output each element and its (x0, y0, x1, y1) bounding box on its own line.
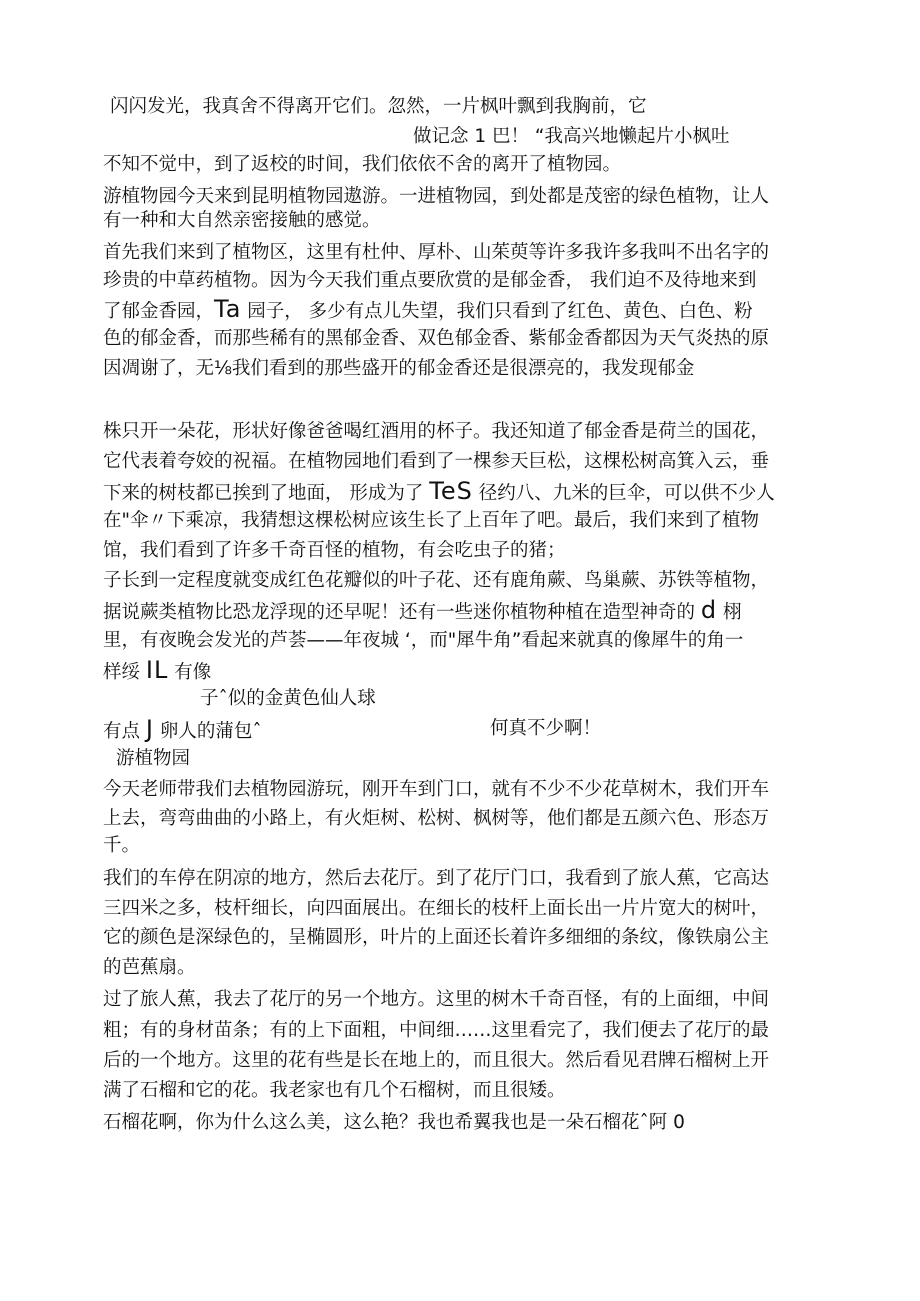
text-line (103, 595, 742, 628)
text-line: 不知不觉中，到了返校的时间，我们依依不舍的离开了植物园。 (103, 154, 622, 175)
text-line: 何真不少啊！ (490, 718, 602, 739)
text-line: 子ˆ似的金黄色仙人球 (200, 688, 376, 709)
text-line: 我们的车停在阴凉的地方，然后去花厅。到了花厅门口，我看到了旅人蕉，它高达 (103, 868, 770, 889)
ocr-glyphs: IL (145, 656, 169, 684)
text-line: 它的颜色是深绿色的，呈椭圆形，叶片的上面还长着许多细细的条纹，像铁扇公主 (103, 927, 770, 948)
text-span: 下来的树枝都已挨到了地面， 形成为了 (103, 483, 430, 504)
text-line (103, 655, 211, 688)
text-line: 上去，弯弯曲曲的小路上，有火炬树、松树、枫树等，他们都是五颜六色、形态万 (103, 808, 770, 829)
ocr-glyphs: d (700, 596, 718, 624)
text-line: 过了旅人蕉，我去了花厅的另一个地方。这里的树木千奇百怪，有的上面细，中间 (103, 989, 770, 1010)
text-line: 游植物园今天来到昆明植物园遨游。一进植物园，到处都是茂密的绿色植物，让人 (103, 186, 770, 207)
text-line: 株只开一朵花，形状好像爸爸喝红酒用的杯子。我还知道了郁金香是荷兰的国花， (103, 421, 770, 442)
text-line: 做记念 1 巴！ “我高兴地懒起片小枫吐 (413, 126, 730, 147)
text-span: 有点 (103, 721, 146, 742)
text-span: 了郁金香园， (103, 301, 215, 322)
ocr-glyphs: Ta (214, 295, 242, 323)
ocr-glyphs: J (145, 715, 154, 743)
text-line (103, 714, 262, 747)
text-line: 石榴花啊，你为什么这么美，这么艳？我也希翼我也是一朵石榴花ˆ阿 0 (103, 1112, 685, 1133)
text-line: 里，有夜晚会发光的芦荟——年夜城 ‘，而"犀牛角”看起来就真的像犀牛的角一 (103, 630, 744, 651)
text-span: 据说蕨类植物比恐龙浮现的还早呢！还有一些迷你植物种植在造型神奇的 (103, 602, 701, 623)
text-span: 径约八、九米的巨伞，可以供不少人 (472, 483, 775, 504)
text-line: 有一种和大自然亲密接触的感觉。 (103, 210, 381, 231)
text-line: 闪闪发光，我真舍不得离开它们。忽然，一片枫叶飘到我胸前，它 (110, 96, 647, 117)
text-line: 在"伞〃下乘凉，我猜想这棵松树应该生长了上百年了吧。最后，我们来到了植物 (103, 510, 760, 531)
text-line: 色的郁金香，而那些稀有的黑郁金香、双色郁金香、紫郁金香都因为天气炎热的原 (103, 328, 770, 349)
text-line: 馆，我们看到了许多千奇百怪的植物，有会吃虫子的猪； (103, 540, 566, 561)
text-span: 卵人的蒲包ˆ (153, 721, 262, 742)
text-line: 后的一个地方。这里的花有些是长在地上的，而且很大。然后看见君牌石榴树上开 (103, 1050, 770, 1071)
text-line (103, 476, 775, 509)
text-line: 粗；有的身材苗条；有的上下面粗，中间细……这里看完了，我们便去了花厅的最 (103, 1020, 770, 1041)
text-line: 珍贵的中草药植物。因为今天我们重点要欣赏的是郁金香， 我们迫不及待地来到 (103, 270, 757, 291)
text-line: 今天老师带我们去植物园游玩，刚开车到门口，就有不少不少花草树木，我们开车 (103, 779, 770, 800)
text-span: 有像 (168, 662, 212, 683)
text-span: 栩 (717, 602, 742, 623)
text-line: 千。 (103, 835, 141, 856)
text-line (103, 294, 753, 327)
text-span: 样绥 (103, 662, 146, 683)
text-span: 园子， 多少有点儿失望，我们只看到了红色、黄色、白色、粉 (241, 301, 753, 322)
text-line: 三四米之多，枝杆细长，向四面展出。在细长的枝杆上面长出一片片宽大的树叶， (103, 898, 770, 919)
text-line: 因凋谢了，无⅛我们看到的那些盛开的郁金香还是很漂亮的，我发现郁金 (103, 358, 695, 379)
text-line: 首先我们来到了植物区，这里有杜仲、厚朴、山茱萸等许多我许多我叫不出名字的 (103, 242, 770, 263)
text-line: 子长到一定程度就变成红色花瓣似的叶子花、还有鹿角蕨、鸟巢蕨、苏铁等植物， (103, 570, 770, 591)
essay-title: 游植物园 (116, 748, 191, 769)
ocr-glyphs: TeS (429, 477, 473, 505)
text-line: 满了石榴和它的花。我老家也有几个石榴树，而且很矮。 (103, 1080, 566, 1101)
text-line: 它代表着夸姣的祝福。在植物园地们看到了一棵参天巨松，这棵松树高箕入云，垂 (103, 451, 770, 472)
text-line: 的芭蕉扇。 (103, 957, 196, 978)
